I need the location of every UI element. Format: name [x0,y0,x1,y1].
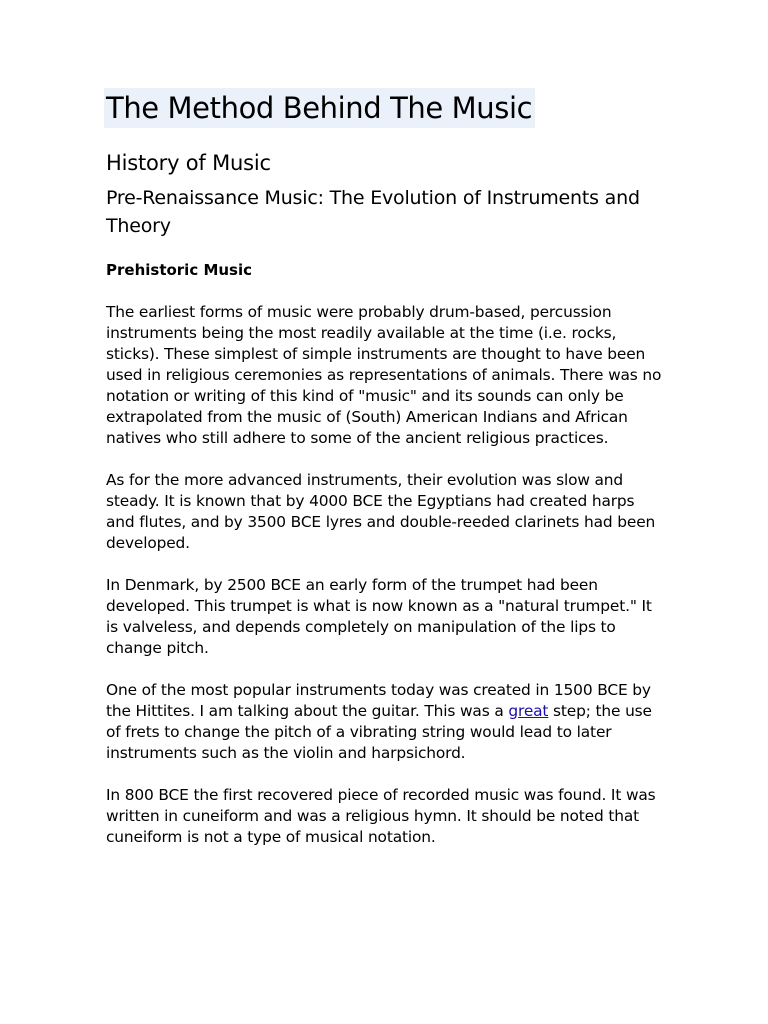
great-link[interactable]: great [508,702,549,720]
guitar-text-after: step; the use of frets to change the pitch of a vibrating string would lead to later instruments such as the violin and harpsichord. [106,702,652,762]
heading: History of Music [106,151,271,175]
paragraph-guitar [106,680,666,764]
paragraph-cuneiform: In 800 BCE the first recovered piece of recorded music was found. It was written in cuneiform and was a religious hymn. It should be noted that cuneiform is not a type of musical notation. [106,786,656,846]
document-title: The Method Behind The Music [104,88,535,128]
paragraph-trumpet: In Denmark, by 2500 BCE an early form of the trumpet had been developed. This trumpet is what is now known as a "natural trumpet." It is valveless, and depends completely on manipulation of the lips to change pitch. [106,576,652,657]
section-heading: Prehistoric Music [106,261,253,279]
document-page [106,88,666,848]
subheading: Pre-Renaissance Music: The Evolution of Instruments and Theory [106,187,640,237]
paragraph-prehistoric: The earliest forms of music were probably drum-based, percussion instruments being the most readily available at the time (i.e. rocks, sticks). These simplest of simple instruments are thought to have been used in religious ceremonies as representations of animals. There was no notation or writing of this kind of "music" and its sounds can only be extrapolated from the music of (South) American Indians and African natives who still adhere to some of the ancient religious practices. [106,303,662,447]
paragraph-advanced-instruments: As for the more advanced instruments, their evolution was slow and steady. It is known that by 4000 BCE the Egyptians had created harps and flutes, and by 3500 BCE lyres and double-reeded clarinets had been developed. [106,471,656,552]
guitar-text-before: One of the most popular instruments today was created in 1500 BCE by the Hittites. I am talking about the guitar. This was a [106,681,651,720]
